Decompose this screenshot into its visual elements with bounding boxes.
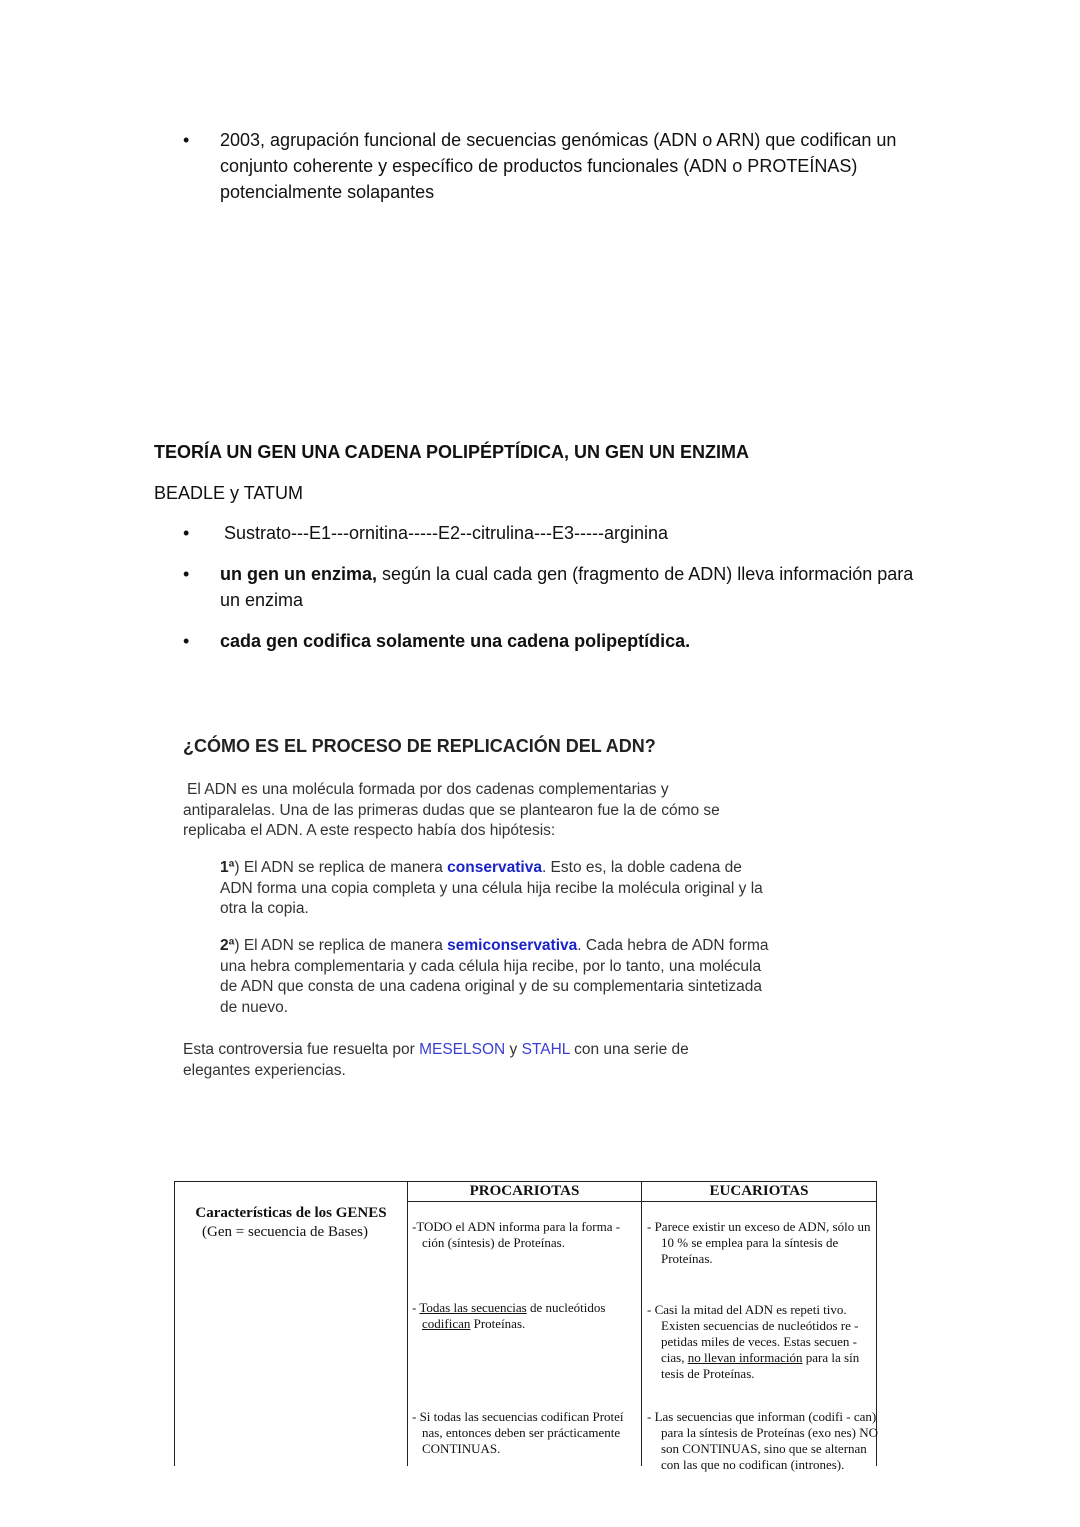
theory-authors: BEADLE y TATUM [154,483,304,503]
column-header-procariotas: PROCARIOTAS [408,1182,642,1202]
controversy-text [183,1040,743,1081]
table-header-row [175,1182,877,1202]
semiconservative-term: semiconservativa [447,937,578,954]
hypothesis-2-pre: ) El ADN se replica de manera [234,937,448,954]
controversy-post: con una serie de elegantes experiencias. [183,1041,689,1079]
table-header-empty [175,1182,408,1202]
one-gene-one-enzyme-bold: un gen un enzima, [220,564,378,584]
conservative-term: conservativa [447,859,542,876]
table-row [175,1202,877,1466]
intro-bullet [183,127,923,205]
replication-intro: El ADN es una molécula formada por dos cadenas complementarias y antiparalelas. Una de las primeras dudas que se plantearon fue la de cómo se replicaba el ADN. A este respecto había dos hipótesis: [183,781,720,839]
hypothesis-1-number: 1ª [220,859,235,876]
eucariotas-point-2-pre: - Casi la mitad del ADN es repeti tivo. Existen secuencias de nucleótidos re - petidas miles de veces. Estas secuen - cias, [647,1302,859,1365]
bullet-icon: • [183,564,190,584]
eucariotas-point-2-underline: no llevan información [687,1350,803,1365]
bullet-icon: • [183,523,190,543]
hypothesis-1 [220,858,770,920]
column-header-eucariotas: EUCARIOTAS [642,1182,877,1202]
hypothesis-2-post: . Cada hebra de ADN forma una hebra complementaria y cada célula hija recibe, por lo tanto, una molécula de ADN que consta de una cadena original y de su complementaria sintetizada de nuevo. [220,937,769,1016]
procariotas-point-2 [412,1300,644,1332]
one-gene-one-enzyme-bullet [183,561,923,613]
hypothesis-1-pre: ) El ADN se replica de manera [234,859,448,876]
one-gene-one-enzyme-rest: según la cual cada gen (fragmento de ADN) lleva información para un enzima [220,564,914,610]
procariotas-point-2-mid: de nucleótidos [526,1300,606,1315]
polypeptide-bullet [183,628,923,654]
hypothesis-1-post: . Esto es, la doble cadena de ADN forma una copia completa y una célula hija recibe la molécula original y la otra la copia. [220,859,763,917]
polypeptide-text: cada gen codifica solamente una cadena polipeptídica. [220,631,691,651]
eucariotas-point-3: - Las secuencias que informan (codifi - can) para la síntesis de Proteínas (exo nes) NO son CONTINUAS, sino que se alternan con las que no codifican (intrones). [647,1409,878,1472]
controversy-and: y [505,1041,522,1058]
one-gene-one-enzyme-text [220,561,923,613]
procariotas-point-2-underline-2: codifican [422,1316,471,1331]
pathway-bullet [183,520,923,546]
genes-comparison-table [174,1181,878,1472]
procariotas-point-2-underline-1: Todas las secuencias [419,1300,527,1315]
bullet-icon: • [183,631,190,651]
row-label-title: Características de los GENES [195,1204,387,1221]
row-label-subtitle: (Gen = secuencia de Bases) [202,1223,368,1240]
procariotas-point-3: - Si todas las secuencias codifican Proteí nas, entonces deben ser prácticamente CONTINUAS. [412,1409,624,1456]
meselson-name: MESELSON [419,1041,506,1058]
eucariotas-cell [642,1202,878,1472]
hypothesis-2 [220,936,770,1018]
pathway-text: Sustrato---E1---ornitina-----E2--citrulina---E3-----arginina [224,523,669,543]
procariotas-cell [408,1202,642,1466]
controversy-pre: Esta controversia fue resuelta por [183,1041,420,1058]
theory-heading: TEORÍA UN GEN UNA CADENA POLIPÉPTÍDICA, UN GEN UN ENZIMA [154,442,750,462]
procariotas-point-2-pre: - [412,1300,420,1315]
row-label-cell [175,1202,408,1466]
procariotas-point-1: -TODO el ADN informa para la forma - ción (síntesis) de Proteínas. [412,1219,621,1250]
bullet-icon: • [183,130,190,150]
replication-heading: ¿CÓMO ES EL PROCESO DE REPLICACIÓN DEL ADN? [183,736,656,756]
eucariotas-point-2 [647,1302,879,1382]
eucariotas-point-1: - Parece existir un exceso de ADN, sólo un 10 % se emplea para la síntesis de Proteínas. [647,1219,871,1266]
stahl-name: STAHL [521,1041,570,1058]
procariotas-point-2-post: Proteínas. [470,1316,526,1331]
eucariotas-point-2-post: para la sín tesis de Proteínas. [661,1350,860,1381]
intro-bullet-text: 2003, agrupación funcional de secuencias genómicas (ADN o ARN) que codifican un conjunto coherente y específico de productos funcionales (ADN o PROTEÍNAS) potencialmente solapantes [220,130,897,202]
hypothesis-2-number: 2ª [220,937,235,954]
